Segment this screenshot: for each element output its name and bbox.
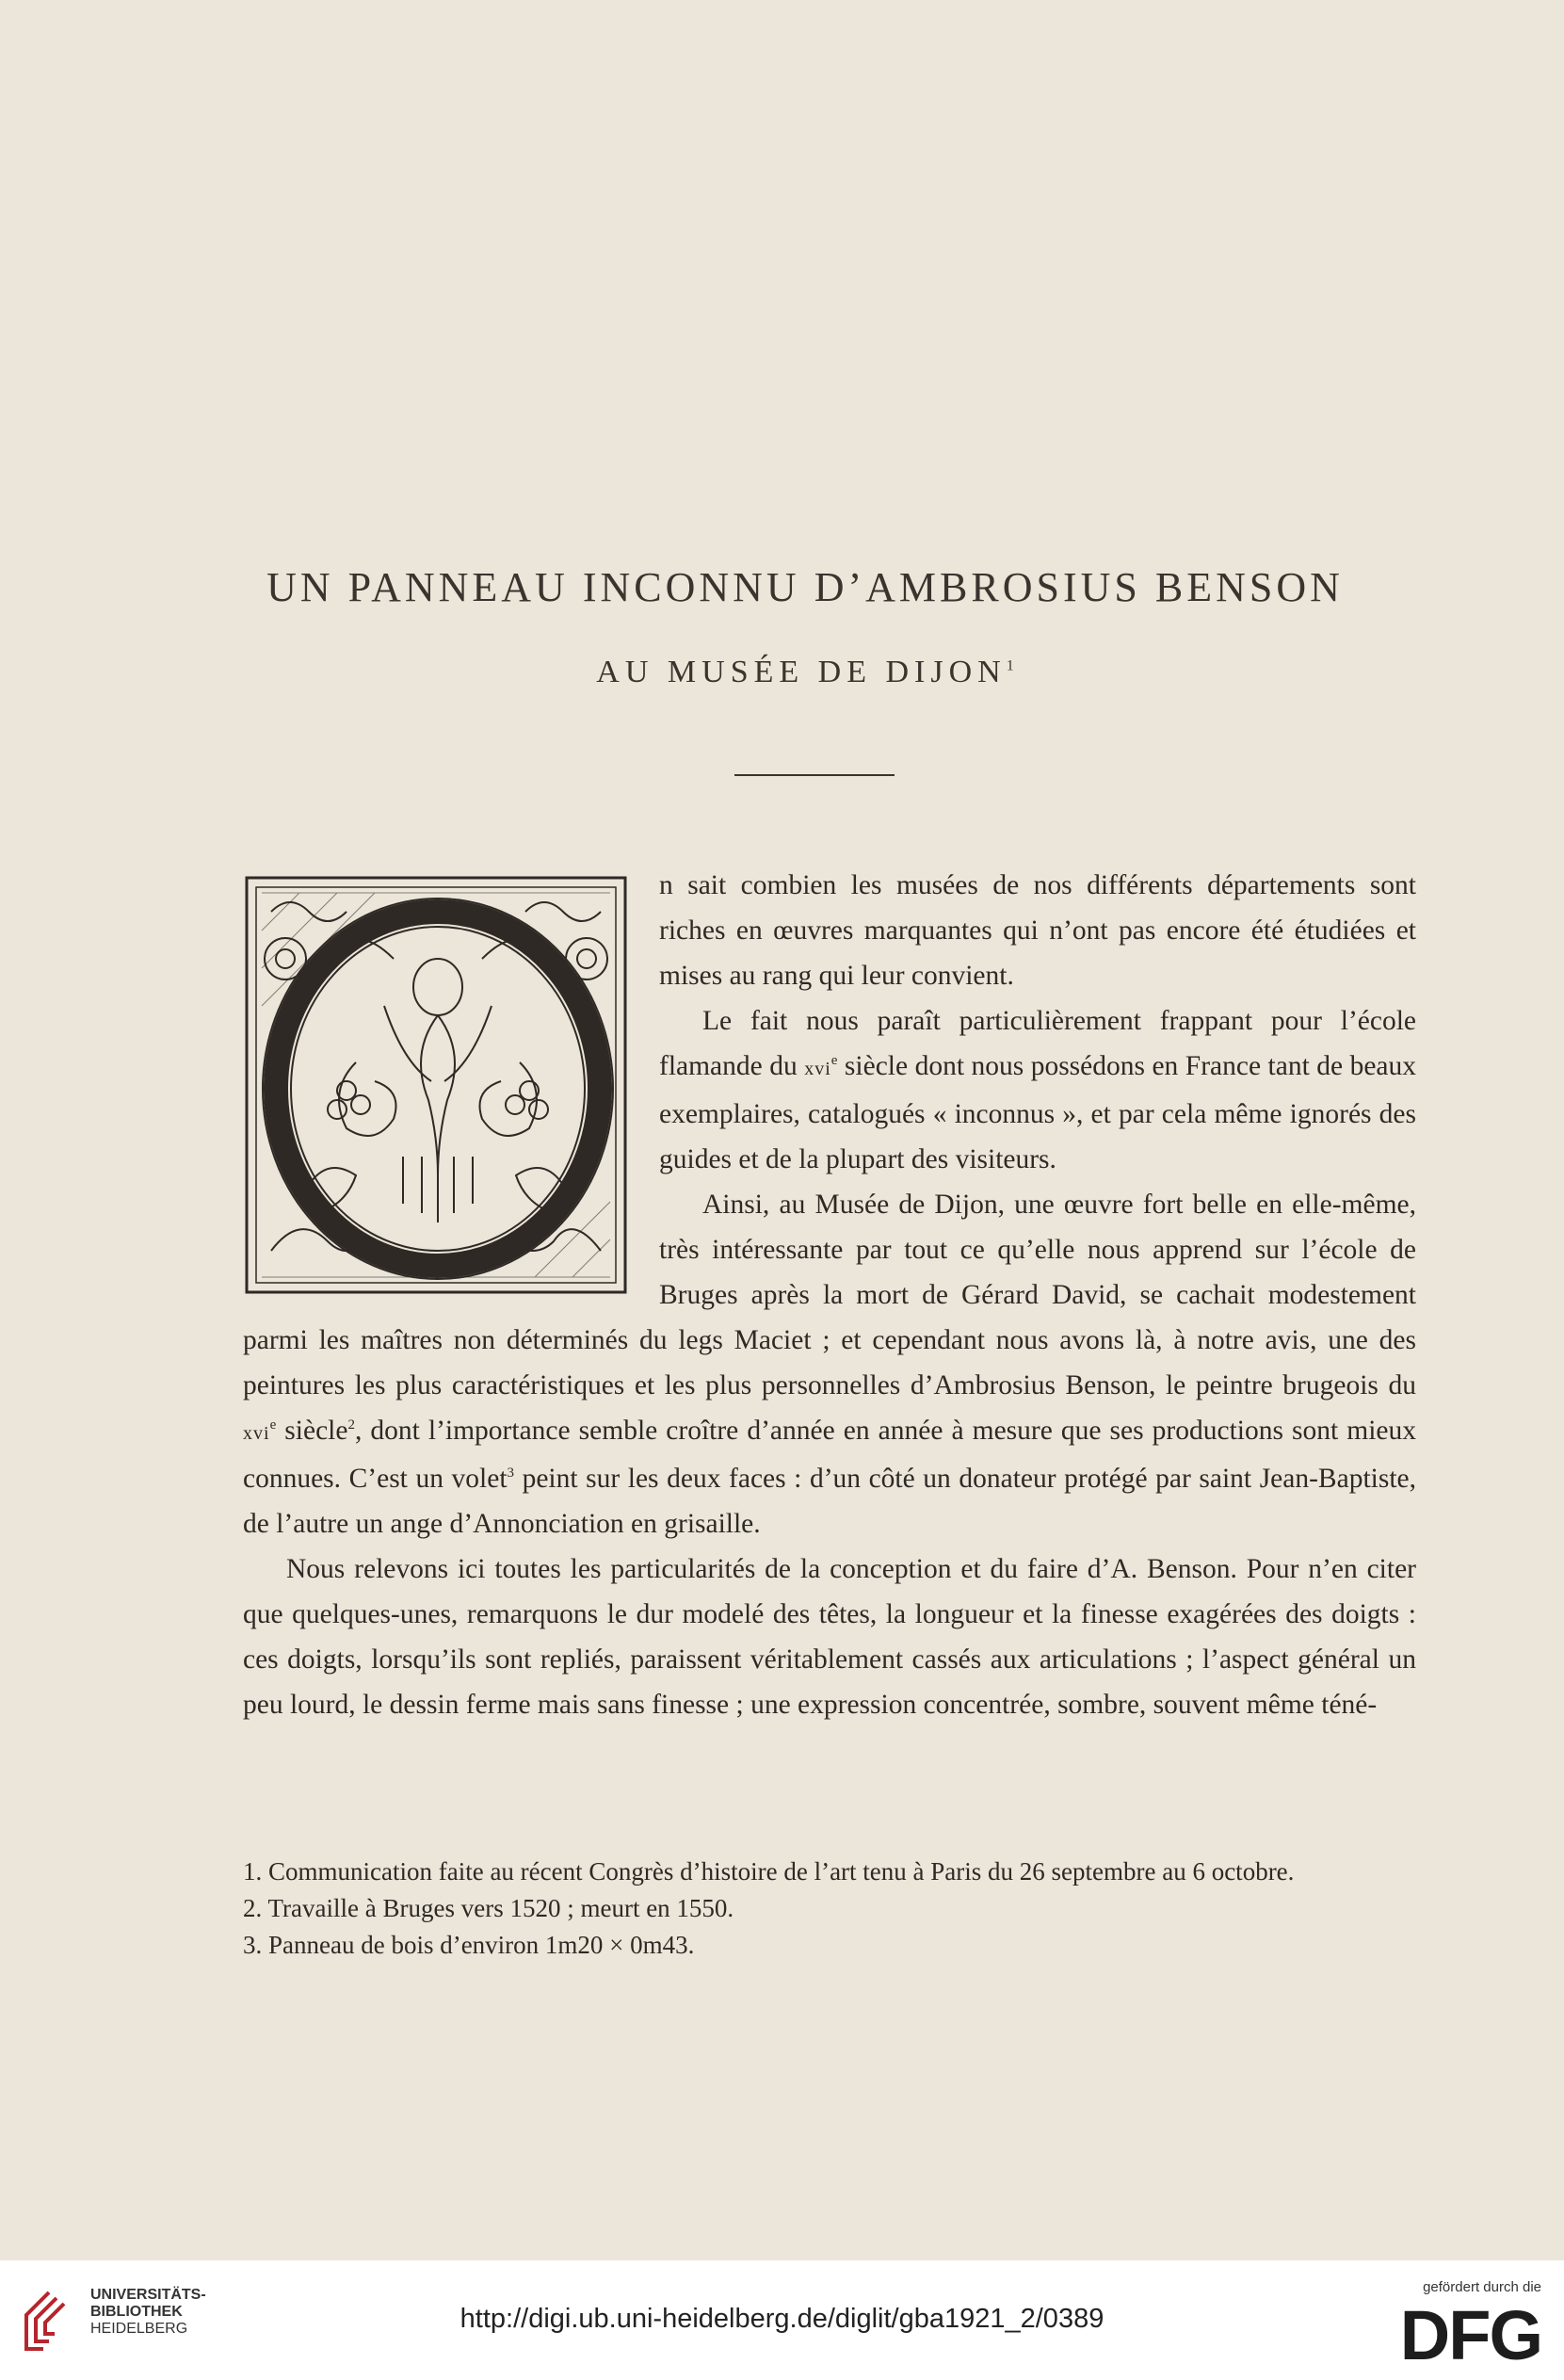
initial-spacer bbox=[243, 863, 659, 1303]
century-numeral: xvi bbox=[804, 1059, 831, 1079]
paragraph-2-text-b: siècle dont nous possédons en France tant de beaux exemplaires, catalogués « inconnus », et par cela même ignorés des guides et de la plupart des visiteurs. bbox=[659, 1051, 1417, 1174]
century-superscript: e bbox=[269, 1417, 277, 1433]
title-rule bbox=[734, 774, 895, 776]
library-line-3: HEIDELBERG bbox=[90, 2321, 188, 2337]
article-title: UN PANNEAU INCONNU D’AMBROSIUS BENSON bbox=[266, 564, 1344, 610]
paragraph-4: Nous relevons ici toutes les particularités de la conception et du faire d’A. Benson. Pour n’en citer que quelques-unes, remarquons le dur modelé des têtes, la longueur et la finesse exagérées des doigts : ces doigts, lorsqu’ils sont repliés, paraissent véritablement cassés aux articulations ; l’aspect général un peu lourd, le dessin ferme mais sans finesse ; une expression concentrée, sombre, souvent même téné- bbox=[243, 1554, 1416, 1720]
footnote-1: 1. Communication faite au récent Congrès d’histoire de l’art tenu à Paris du 26 septembre au 6 octobre. bbox=[243, 1857, 1295, 1886]
footnote-ref-3: 3 bbox=[507, 1465, 515, 1481]
library-line-2: BIBLIOTHEK bbox=[90, 2304, 183, 2320]
paragraph-3-text-c: , dont l’importance semble croître d’année en année à mesure que ses productions sont mieux connues. C’est un volet bbox=[243, 1416, 1416, 1494]
century-superscript: e bbox=[830, 1053, 838, 1069]
paragraph-1-text: n sait combien les musées de nos différents départements sont riches en œuvres marquantes qui n’ont pas encore été étudiées et mises au rang qui leur convient. bbox=[659, 870, 1416, 991]
paragraph-3-text-a: Ainsi, au Musée de Dijon, une œuvre fort belle en elle-même, très intéressante par tout ce qu’elle nous apprend sur l’école de Bruges après la mort de Gérard David, se cachait modestement parmi les maîtres non déterminés du legs Maciet ; et cependant nous avons là, à notre avis, une des peintures les plus caractéristiques et les plus personnelles d’Ambrosius Benson, le peintre brugeois du bbox=[243, 1190, 1416, 1400]
paragraph-3-text-d: peint sur les deux faces : d’un côté un donateur protégé par saint Jean-Baptiste, de l’autre un ange d’Annonciation en grisaille. bbox=[243, 1464, 1416, 1539]
footnote-2: 2. Travaille à Bruges vers 1520 ; meurt en 1550. bbox=[243, 1894, 734, 1922]
dfg-logo[interactable]: DFG bbox=[1399, 2296, 1541, 2374]
article-subtitle bbox=[217, 655, 1394, 690]
century-numeral: xvi bbox=[243, 1423, 270, 1444]
viewer-footer bbox=[0, 2260, 1564, 2380]
paragraph-3-text-b: siècle bbox=[276, 1416, 348, 1446]
subtitle-footnote-ref: 1 bbox=[1006, 657, 1014, 674]
footnote-ref-2: 2 bbox=[347, 1417, 355, 1433]
footnotes bbox=[243, 1854, 1416, 1964]
subtitle-text: AU MUSÉE DE DIJON bbox=[596, 655, 1007, 689]
library-line-1: UNIVERSITÄTS- bbox=[90, 2287, 206, 2303]
permalink-url[interactable]: http://digi.ub.uni-heidelberg.de/diglit/gba1921_2/0389 bbox=[460, 2304, 1104, 2334]
footnote-3: 3. Panneau de bois d’environ 1m20 × 0m43. bbox=[243, 1931, 695, 1959]
funding-caption: gefördert durch die bbox=[1423, 2279, 1541, 2295]
article-body bbox=[243, 863, 1416, 1727]
paragraph-2-text-a: Le fait nous paraît particulièrement frappant pour l’école flamande du bbox=[659, 1006, 1416, 1081]
